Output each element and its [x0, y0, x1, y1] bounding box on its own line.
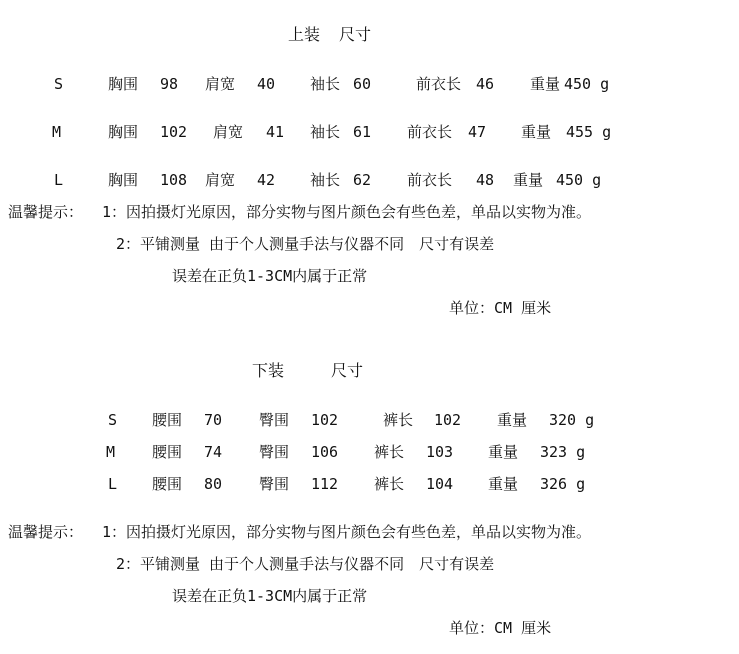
- bottoms-row-m-hip: 106: [311, 443, 339, 461]
- tops-row-l-size: L: [54, 171, 64, 189]
- bottoms-row-m-weight: 323 g: [540, 443, 586, 461]
- tops-row-l-length-label: 前衣长: [407, 171, 453, 189]
- bottoms-notice-line1: 1：因拍摄灯光原因，部分实物与图片颜色会有些色差，单品以实物为准。: [102, 523, 592, 541]
- bottoms-row-m-length: 103: [426, 443, 454, 461]
- tops-row-l-sleeve-label: 袖长: [310, 171, 341, 189]
- tops-row-s-weight-label: 重量: [530, 75, 561, 93]
- tops-title: 上装: [288, 25, 321, 44]
- tops-row-m-length: 47: [468, 123, 487, 141]
- tops-row-m-length-label: 前衣长: [407, 123, 453, 141]
- tops-notice-label: 温馨提示：: [8, 203, 84, 221]
- tops-row-s-sleeve: 60: [353, 75, 372, 93]
- bottoms-row-s-length-label: 裤长: [383, 411, 414, 429]
- tops-notice-line3: 误差在正负1-3CM内属于正常: [172, 267, 368, 285]
- tops-row-m-shoulder: 41: [266, 123, 285, 141]
- tops-row-m-chest-label: 胸围: [108, 123, 139, 141]
- bottoms-row-l-weight: 326 g: [540, 475, 586, 493]
- tops-row-l-length: 48: [476, 171, 495, 189]
- tops-row-m-sleeve-label: 袖长: [310, 123, 341, 141]
- tops-row-l-chest-label: 胸围: [108, 171, 139, 189]
- bottoms-row-s-waist: 70: [204, 411, 223, 429]
- bottoms-row-m-size: M: [106, 443, 116, 461]
- tops-row-m-weight: 455 g: [566, 123, 612, 141]
- bottoms-row-l-weight-label: 重量: [488, 475, 519, 493]
- tops-row-m-chest: 102: [160, 123, 188, 141]
- bottoms-row-l-length: 104: [426, 475, 454, 493]
- bottoms-row-s-weight-label: 重量: [497, 411, 528, 429]
- bottoms-unit: 单位：CM 厘米: [449, 619, 552, 637]
- tops-row-m-weight-label: 重量: [521, 123, 552, 141]
- bottoms-row-s-length: 102: [434, 411, 462, 429]
- tops-row-m-shoulder-label: 肩宽: [213, 123, 244, 141]
- tops-unit: 单位：CM 厘米: [449, 299, 552, 317]
- bottoms-notice-line2: 2：平铺测量 由于个人测量手法与仪器不同 尺寸有误差: [116, 555, 495, 573]
- tops-notice-line1: 1：因拍摄灯光原因，部分实物与图片颜色会有些色差，单品以实物为准。: [102, 203, 592, 221]
- tops-row-s-weight: 450 g: [564, 75, 610, 93]
- bottoms-row-s-size: S: [108, 411, 118, 429]
- bottoms-row-l-waist-label: 腰围: [152, 475, 183, 493]
- tops-row-m-size: M: [52, 123, 62, 141]
- bottoms-title-suffix: 尺寸: [331, 361, 364, 380]
- bottoms-row-s-hip: 102: [311, 411, 339, 429]
- tops-row-s-shoulder: 40: [257, 75, 276, 93]
- bottoms-row-m-weight-label: 重量: [488, 443, 519, 461]
- bottoms-notice-label: 温馨提示：: [8, 523, 84, 541]
- tops-row-l-weight: 450 g: [556, 171, 602, 189]
- bottoms-notice-line3: 误差在正负1-3CM内属于正常: [172, 587, 368, 605]
- bottoms-row-s-hip-label: 臀围: [259, 411, 290, 429]
- bottoms-row-m-waist: 74: [204, 443, 223, 461]
- bottoms-row-l-waist: 80: [204, 475, 223, 493]
- tops-row-m-sleeve: 61: [353, 123, 372, 141]
- tops-row-l-shoulder-label: 肩宽: [205, 171, 236, 189]
- bottoms-row-s-waist-label: 腰围: [152, 411, 183, 429]
- tops-row-s-size: S: [54, 75, 64, 93]
- tops-row-l-sleeve: 62: [353, 171, 372, 189]
- tops-row-s-length: 46: [476, 75, 495, 93]
- bottoms-row-l-length-label: 裤长: [374, 475, 405, 493]
- tops-row-s-shoulder-label: 肩宽: [205, 75, 236, 93]
- tops-row-l-chest: 108: [160, 171, 188, 189]
- bottoms-row-m-length-label: 裤长: [374, 443, 405, 461]
- tops-row-s-chest-label: 胸围: [108, 75, 139, 93]
- tops-row-l-weight-label: 重量: [513, 171, 544, 189]
- bottoms-row-l-hip: 112: [311, 475, 339, 493]
- tops-notice-line2: 2：平铺测量 由于个人测量手法与仪器不同 尺寸有误差: [116, 235, 495, 253]
- tops-row-s-sleeve-label: 袖长: [310, 75, 341, 93]
- tops-row-s-length-label: 前衣长: [416, 75, 462, 93]
- bottoms-row-m-hip-label: 臀围: [259, 443, 290, 461]
- bottoms-title: 下装: [252, 361, 285, 380]
- bottoms-row-s-weight: 320 g: [549, 411, 595, 429]
- tops-row-s-chest: 98: [160, 75, 179, 93]
- bottoms-row-m-waist-label: 腰围: [152, 443, 183, 461]
- tops-row-l-shoulder: 42: [257, 171, 276, 189]
- bottoms-row-l-hip-label: 臀围: [259, 475, 290, 493]
- tops-title-suffix: 尺寸: [339, 25, 372, 44]
- bottoms-row-l-size: L: [108, 475, 118, 493]
